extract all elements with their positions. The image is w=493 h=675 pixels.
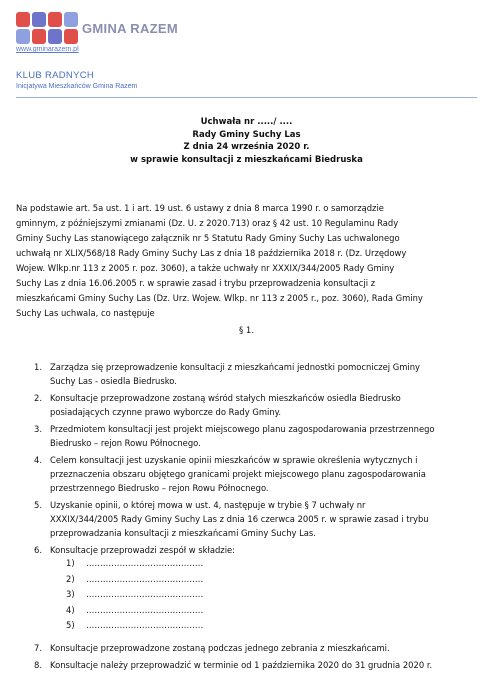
list-item-text: Suchy Las - osiedla Biedrusko. — [50, 376, 177, 386]
list-number: 1. — [34, 362, 42, 372]
preamble-line: gminnym, z późniejszymi zmianami (Dz. U. z 2020.713) oraz § 42 ust. 10 Regulaminu Rady — [16, 218, 399, 228]
list-item — [34, 391, 484, 419]
list-number: 3. — [34, 424, 42, 434]
team-member-row — [66, 603, 203, 619]
preamble-paragraph — [16, 201, 478, 321]
preamble-line: Gminy Suchy Las stanowiącego załącznik nr 5 Statutu Rady Gminy Suchy Las uchwalonego — [16, 233, 400, 243]
numbered-list — [34, 360, 484, 560]
puzzle-logo-icon — [16, 12, 78, 44]
list-number: 5. — [34, 500, 42, 510]
list-item-text: XXXIX/344/2005 Rady Gminy Suchy Las z dnia 16 czerwca 2005 r. w sprawie zasad i trybu — [50, 514, 429, 524]
team-member-number: 3) — [66, 589, 75, 599]
website-link[interactable]: www.gminarazem.pl — [16, 46, 79, 53]
list-number: 2. — [34, 393, 42, 403]
club-subtitle: Inicjatywa Mieszkańców Gmina Razem — [16, 83, 138, 90]
logo-text: GMINA RAZEM — [82, 20, 178, 36]
preamble-line: Suchy Las z dnia 16.06.2005 r. w sprawie zasad i trybu przeprowadzenia konsultacji z — [16, 278, 376, 288]
list-item-text: przestrzennego Biedrusko – rejon Rowu Północnego. — [50, 483, 269, 493]
team-member-number: 5) — [66, 620, 75, 630]
team-member-row — [66, 556, 203, 572]
list-number: 7. — [34, 643, 42, 653]
team-member-blank: …………………………………… — [86, 604, 204, 615]
team-member-blank: …………………………………… — [86, 589, 204, 599]
team-member-blank: …………………………………… — [86, 620, 204, 630]
team-member-blank: …………………………………… — [86, 573, 204, 584]
numbered-list-continued — [34, 641, 484, 675]
team-member-row — [66, 618, 203, 634]
list-item — [34, 641, 484, 655]
list-item — [34, 360, 484, 388]
list-item — [34, 543, 484, 557]
list-item-text: Konsultacje należy przeprowadzić w terminie od 1 października 2020 do 31 grudnia 2020 r. — [50, 660, 433, 670]
preamble-line: Suchy Las uchwala, co następuje — [16, 308, 155, 318]
club-title: KLUB RADNYCH — [16, 70, 95, 81]
section-heading: § 1. — [238, 326, 255, 336]
list-item-text: Celem konsultacji jest uzyskanie opinii mieszkańców w sprawie określenia wytycznych i — [50, 455, 418, 465]
list-item-text: Konsultacje przeprowadzone zostaną podczas jednego zebrania z mieszkańcami. — [50, 643, 390, 653]
preamble-line: Na podstawie art. 5a ust. 1 i art. 19 ust. 6 ustawy z dnia 8 marca 1990 r. o samorządzie — [16, 203, 384, 213]
logo — [16, 12, 178, 44]
list-item-text: przeprowadzania konsultacji z mieszkańcami Gminy Suchy Las. — [50, 528, 316, 538]
team-member-blank: …………………………………… — [86, 558, 204, 568]
team-member-row — [66, 587, 203, 603]
team-member-number: 2) — [66, 573, 75, 584]
resolution-heading — [0, 116, 493, 166]
heading-line: w sprawie konsultacji z mieszkańcami Biedruska — [130, 154, 363, 165]
heading-line: Z dnia 24 września 2020 r. — [183, 142, 310, 152]
team-member-list — [66, 556, 203, 634]
preamble-line: mieszkańcami Gminy Suchy Las (Dz. Urz. Wojew. Wlkp. nr 113 z 2005 r., poz. 3060), Rada Gminy — [16, 293, 423, 303]
list-item — [34, 453, 484, 495]
preamble-line: uchwałą nr XLIX/568/18 Rady Gminy Suchy Las z dnia 18 października 2018 r. (Dz. Urzędowy — [16, 248, 407, 258]
list-number: 6. — [34, 545, 42, 555]
list-number: 8. — [34, 660, 42, 670]
preamble-line: Wojew. Wlkp.nr 113 z 2005 r. poz. 3060), a także uchwały nr XXXIX/344/2005 Rady Gminy — [16, 263, 395, 273]
list-number: 4. — [34, 455, 42, 465]
team-member-number: 1) — [66, 558, 75, 568]
team-member-row — [66, 572, 203, 588]
list-item-text: Biedrusko – rejon Rowu Północnego. — [50, 438, 201, 448]
list-item-text: Przedmiotem konsultacji jest projekt miejscowego planu zagospodarowania przestrzennego — [50, 424, 435, 434]
team-member-number: 4) — [66, 604, 75, 615]
list-item-text: przeznaczenia obszaru objętego granicami projekt miejscowego planu zagospodarowania — [50, 469, 426, 479]
heading-line: Uchwała nr ...../ .... — [200, 117, 293, 127]
list-item-text: Zarządza się przeprowadzenie konsultacji z mieszkańcami jednostki pomocniczej Gminy — [50, 362, 421, 372]
list-item-text: posiadających czynne prawo wyborcze do Rady Gminy. — [50, 407, 282, 417]
list-item-text: Konsultacje przeprowadzone zostaną wśród stałych mieszkańców osiedla Biedrusko — [50, 393, 401, 403]
list-item — [34, 422, 484, 450]
heading-line: Rady Gminy Suchy Las — [192, 129, 301, 140]
list-item-text: Konsultacje przeprowadzi zespół w składzie: — [50, 545, 236, 555]
list-item — [34, 658, 484, 672]
header-divider — [16, 97, 477, 98]
list-item — [34, 498, 484, 540]
list-item-text: Uzyskanie opinii, o której mowa w ust. 4, następuje w trybie § 7 uchwały nr — [50, 500, 366, 510]
